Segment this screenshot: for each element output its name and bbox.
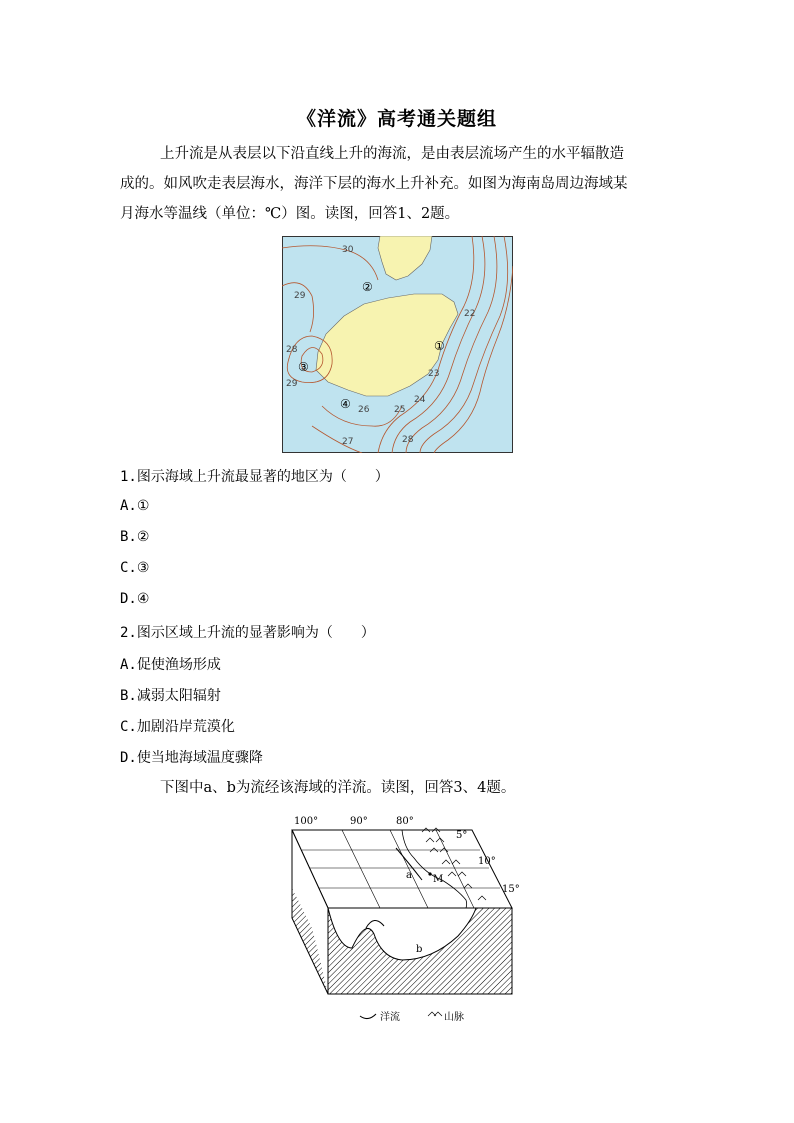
marker-3: ③ bbox=[298, 360, 309, 374]
lon-100-label: 100° bbox=[294, 816, 319, 827]
iso-22-label: 22 bbox=[464, 309, 476, 319]
current-b-label: b bbox=[416, 944, 423, 955]
marker-2: ② bbox=[362, 280, 373, 294]
intro2-paragraph bbox=[120, 773, 680, 803]
lon-90-label: 90° bbox=[350, 816, 368, 827]
point-m-label: M bbox=[433, 874, 444, 885]
marker-1: ① bbox=[434, 339, 445, 353]
iso-26-label: 26 bbox=[358, 405, 370, 415]
q1-option-b[interactable]: B.② bbox=[120, 529, 150, 545]
q2-option-c[interactable]: C.加剧沿岸荒漠化 bbox=[120, 719, 235, 735]
question-1-stem: 1.图示海域上升流最显著的地区为（ ） bbox=[120, 469, 389, 485]
q1-option-c[interactable]: C.③ bbox=[120, 560, 150, 576]
iso-30-label: 30 bbox=[342, 245, 354, 255]
marker-4: ④ bbox=[340, 397, 351, 411]
legend-current-icon bbox=[360, 1014, 376, 1019]
q1-option-a[interactable]: A.① bbox=[120, 498, 150, 514]
iso-28-label: 28 bbox=[286, 345, 298, 355]
q2-option-b[interactable]: B.减弱太阳辐射 bbox=[120, 688, 221, 704]
q1-option-d[interactable]: D.④ bbox=[120, 591, 150, 607]
lon-80-label: 80° bbox=[396, 816, 414, 827]
iso-24-label: 24 bbox=[414, 395, 426, 405]
iso-29b-label: 29 bbox=[286, 379, 298, 389]
lat-5-label: 5° bbox=[456, 830, 468, 841]
lat-15-label: 15° bbox=[502, 884, 520, 895]
intro-line-1: 上升流是从表层以下沿直线上升的海流，是由表层流场产生的水平辐散造 bbox=[160, 146, 624, 162]
legend-current-label: 洋流 bbox=[380, 1012, 400, 1023]
ocean-current-block-diagram bbox=[272, 808, 522, 1028]
iso-28b-label: 28 bbox=[402, 435, 414, 445]
iso-25-label: 25 bbox=[394, 405, 406, 415]
iso-23-label: 23 bbox=[428, 369, 440, 379]
current-a-label: a bbox=[406, 870, 412, 881]
intro-line-2: 成的。如风吹走表层海水，海洋下层的海水上升补充。如图为海南岛周边海域某 bbox=[120, 176, 628, 192]
legend-mountain-label: 山脉 bbox=[444, 1012, 464, 1023]
q2-option-a[interactable]: A.促使渔场形成 bbox=[120, 657, 221, 673]
page-title: 《洋流》高考通关题组 bbox=[296, 108, 497, 130]
q2-option-d[interactable]: D.使当地海域温度骤降 bbox=[120, 750, 263, 766]
intro-paragraph bbox=[120, 139, 680, 229]
intro-line-3: 月海水等温线（单位：℃）图。读图，回答1、2题。 bbox=[120, 206, 460, 222]
lat-10-label: 10° bbox=[478, 856, 496, 867]
intro2-line: 下图中a、b为流经该海域的洋流。读图，回答3、4题。 bbox=[160, 780, 516, 796]
iso-27-label: 27 bbox=[342, 437, 354, 447]
iso-29-label: 29 bbox=[294, 291, 306, 301]
legend-mountain-icon bbox=[428, 1012, 442, 1016]
hainan-isotherm-map bbox=[282, 236, 513, 453]
question-2-stem: 2.图示区域上升流的显著影响为（ ） bbox=[120, 625, 375, 641]
